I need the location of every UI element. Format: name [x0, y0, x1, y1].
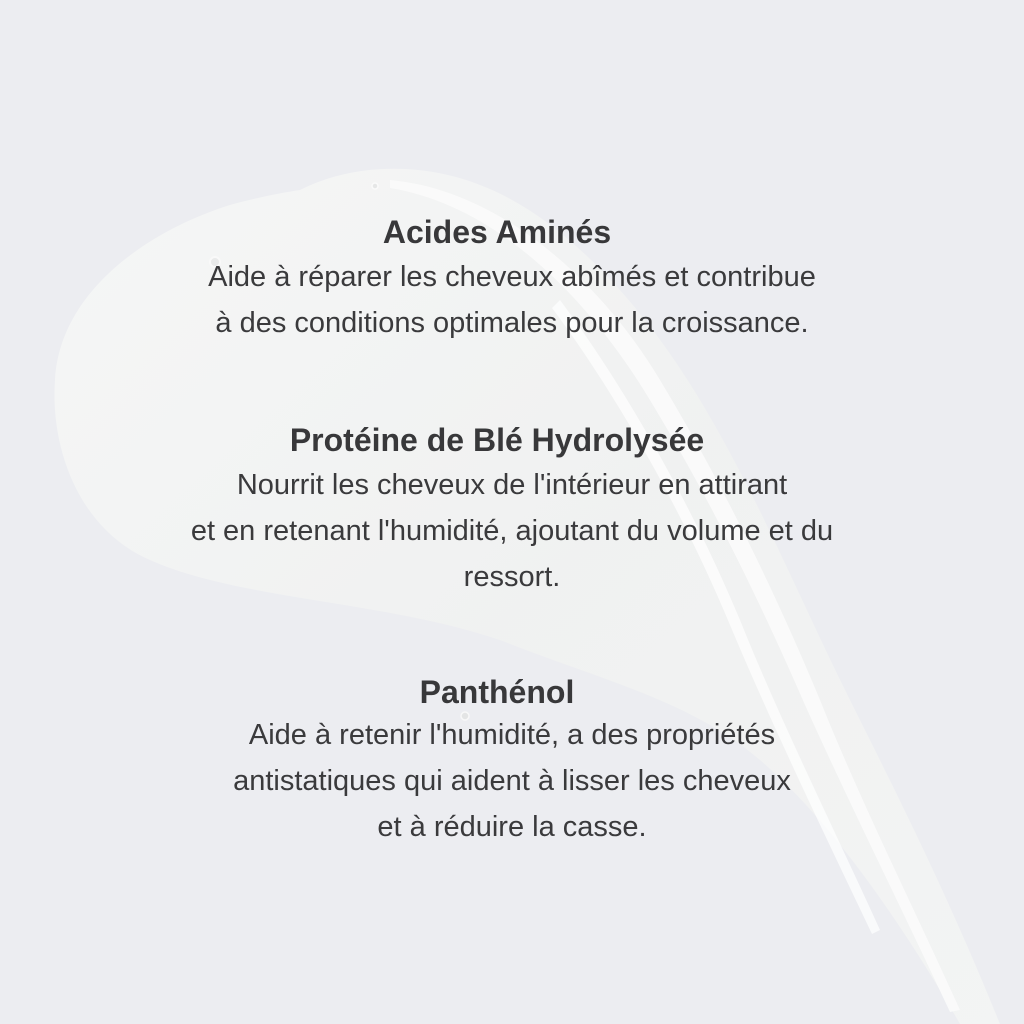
ingredient-title: Panthénol	[419, 674, 575, 710]
ingredient-description-line: ressort.	[463, 561, 561, 593]
ingredient-description-line: Nourrit les cheveux de l'intérieur en attirant	[236, 469, 788, 501]
ingredient-description-line: Aide à réparer les cheveux abîmés et contribue	[208, 261, 816, 293]
ingredient-description-line: Aide à retenir l'humidité, a des propriétés	[248, 719, 776, 751]
ingredient-block-amino-acids	[0, 212, 1024, 346]
ingredient-description-line: et en retenant l'humidité, ajoutant du volume et du	[190, 515, 834, 547]
ingredient-title: Protéine de Blé Hydrolysée	[289, 422, 705, 458]
ingredient-block-panthenol	[0, 672, 1024, 850]
ingredient-block-wheat-protein	[0, 420, 1024, 600]
ingredient-description-line: antistatiques qui aident à lisser les cheveux	[233, 765, 791, 797]
ingredient-description-line: et à réduire la casse.	[377, 811, 647, 843]
ingredient-title: Acides Aminés	[382, 214, 612, 250]
ingredient-description-line: à des conditions optimales pour la croissance.	[215, 307, 809, 339]
